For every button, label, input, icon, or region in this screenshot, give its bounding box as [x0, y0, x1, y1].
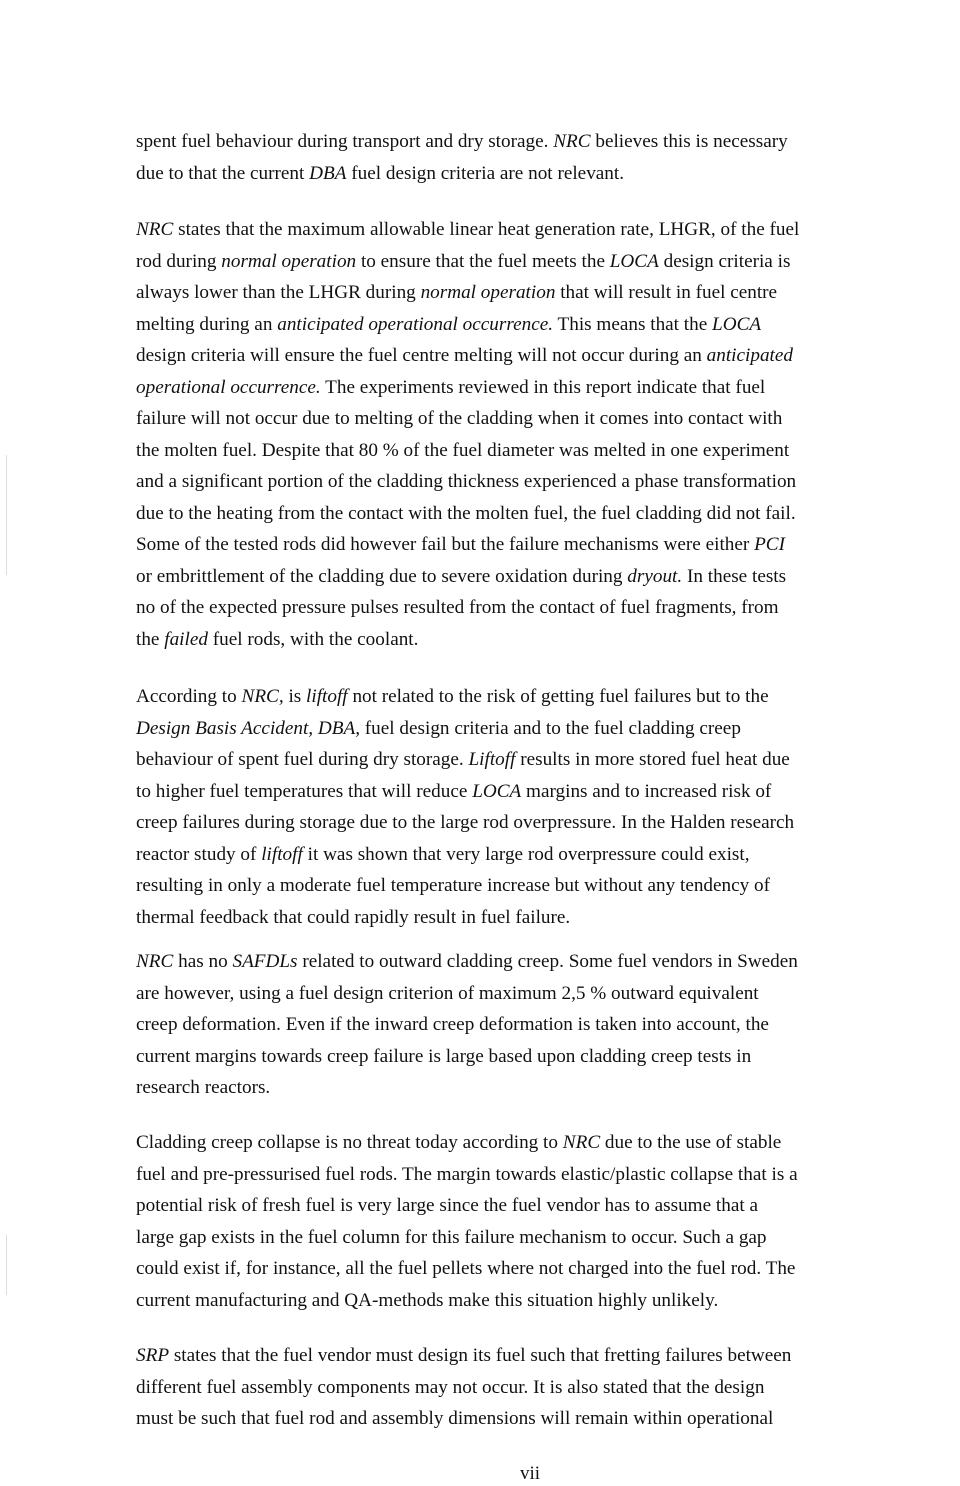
text-run: Cladding creep collapse is no threat today according to	[136, 1132, 563, 1153]
paragraph-2	[136, 214, 936, 655]
text-run: to ensure that the fuel meets the	[356, 250, 610, 272]
italic-term: NRC	[553, 131, 591, 152]
text-run: fuel design criteria are not relevant.	[346, 162, 625, 184]
italic-term: NRC	[136, 219, 174, 240]
text-line	[136, 466, 936, 498]
italic-term: NRC,	[241, 686, 284, 707]
page-number: vii	[519, 1463, 541, 1484]
italic-term: SRP	[136, 1345, 170, 1366]
italic-term: PCI	[754, 534, 785, 555]
italic-term: LOCA	[472, 780, 522, 802]
text-run: has no	[173, 951, 233, 972]
italic-term: LOCA	[712, 313, 762, 335]
text-run: design criteria will ensure the fuel centre melting will not occur during an	[136, 345, 707, 366]
text-run: due to the use of stable	[600, 1132, 782, 1153]
text-run: failure will not occur due to melting of the cladding when it comes into contact with	[136, 408, 783, 429]
text-run: the	[136, 628, 165, 650]
text-run: melting during an	[136, 313, 278, 335]
text-line	[136, 1159, 936, 1191]
text-line	[136, 529, 936, 561]
text-run: it was shown that very large rod overpressure could exist,	[302, 843, 750, 865]
text-run: or embrittlement of the cladding due to severe oxidation during	[136, 565, 628, 587]
text-run: believes this is necessary	[590, 131, 788, 152]
paragraph-4	[136, 946, 936, 1104]
italic-term: normal operation	[420, 282, 556, 303]
text-line	[136, 681, 936, 713]
text-run: rod during	[136, 250, 222, 272]
paragraph-1	[136, 126, 936, 189]
text-run: design criteria is	[658, 250, 791, 272]
text-run: that will result in fuel centre	[555, 282, 778, 303]
italic-term: Liftoff	[468, 749, 516, 770]
text-line	[136, 713, 936, 745]
text-run: According to	[136, 686, 242, 707]
text-line	[136, 870, 936, 902]
text-line	[136, 839, 936, 871]
italic-term: Design Basis Accident, DBA,	[136, 717, 360, 739]
text-run: due to the heating from the contact with the molten fuel, the fuel cladding did not fail.	[136, 502, 796, 524]
text-run: states that the maximum allowable linear heat generation rate, LHGR, of the fuel	[173, 219, 800, 240]
text-line	[136, 1253, 936, 1285]
italic-term: SAFDLs	[232, 951, 298, 972]
text-line	[136, 340, 936, 372]
text-line	[136, 946, 936, 978]
scan-margin-mark	[6, 455, 7, 575]
text-run: different fuel assembly components may not occur. It is also stated that the design	[136, 1376, 765, 1398]
text-run: not related to the risk of getting fuel failures but to the	[347, 686, 769, 707]
italic-term: liftoff	[306, 686, 348, 707]
text-line	[136, 403, 936, 435]
italic-term: normal operation	[221, 250, 357, 272]
text-line	[136, 214, 936, 246]
text-line	[136, 246, 936, 278]
text-run: could exist if, for instance, all the fuel pellets where not charged into the fuel rod. The	[136, 1258, 796, 1279]
italic-term: LOCA	[609, 250, 659, 272]
text-line	[136, 372, 936, 404]
italic-term: failed	[164, 628, 208, 650]
text-line	[136, 624, 936, 656]
text-line	[136, 1403, 936, 1435]
text-line	[136, 1009, 936, 1041]
text-run: research reactors.	[136, 1077, 271, 1098]
text-run: potential risk of fresh fuel is very large since the fuel vendor has to assume that a	[136, 1195, 758, 1216]
text-run: to higher fuel temperatures that will reduce	[136, 780, 473, 802]
italic-term: anticipated operational occurrence.	[277, 313, 554, 335]
text-run: Some of the tested rods did however fail but the failure mechanisms were either	[136, 534, 755, 555]
paragraph-6	[136, 1340, 936, 1435]
text-run: always lower than the LHGR during	[136, 282, 421, 303]
text-line	[136, 1372, 936, 1404]
text-line	[136, 158, 936, 190]
text-run: due to that the current	[136, 162, 310, 184]
text-run: creep failures during storage due to the large rod overpressure. In the Halden research	[136, 812, 795, 833]
text-run: fuel rods, with the coolant.	[207, 628, 419, 650]
text-run: results in more stored fuel heat due	[515, 749, 790, 770]
text-line	[136, 1222, 936, 1254]
text-line	[136, 1072, 936, 1104]
italic-term: liftoff	[261, 843, 303, 865]
text-line	[136, 902, 936, 934]
text-line	[136, 744, 936, 776]
text-run: no of the expected pressure pulses resulted from the contact of fuel fragments, from	[136, 597, 779, 618]
italic-term: NRC	[136, 951, 174, 972]
text-line	[136, 561, 936, 593]
text-run: the molten fuel. Despite that 80 % of the fuel diameter was melted in one experiment	[136, 439, 790, 461]
text-run: thermal feedback that could rapidly result in fuel failure.	[136, 906, 571, 928]
italic-term: anticipated	[706, 345, 793, 366]
text-run: must be such that fuel rod and assembly dimensions will remain within operational	[136, 1408, 774, 1429]
text-line	[136, 309, 936, 341]
text-run: and a significant portion of the cladding thickness experienced a phase transformation	[136, 471, 797, 492]
text-line	[136, 807, 936, 839]
text-run: behaviour of spent fuel during dry storage.	[136, 749, 469, 770]
text-run: The experiments reviewed in this report indicate that fuel	[320, 376, 766, 398]
text-run: fuel and pre-pressurised fuel rods. The margin towards elastic/plastic collapse that is a	[136, 1163, 798, 1185]
text-run: are however, using a fuel design criterion of maximum 2,5 % outward equivalent	[136, 982, 759, 1004]
text-run: current margins towards creep failure is large based upon cladding creep tests in	[136, 1045, 752, 1067]
scan-margin-mark	[6, 1235, 7, 1295]
text-line	[136, 1041, 936, 1073]
text-run: In these tests	[682, 565, 787, 587]
text-run: This means that the	[553, 313, 713, 335]
paragraph-5	[136, 1127, 936, 1316]
text-line	[136, 776, 936, 808]
text-run: reactor study of	[136, 843, 262, 865]
text-run: margins and to increased risk of	[521, 780, 772, 802]
text-line	[136, 1285, 936, 1317]
text-line	[136, 277, 936, 309]
italic-term: dryout.	[627, 565, 683, 587]
text-run: resulting in only a moderate fuel temperature increase but without any tendency of	[136, 875, 771, 896]
paragraph-3	[136, 681, 936, 933]
text-line	[136, 435, 936, 467]
text-line	[136, 126, 936, 158]
text-run: creep deformation. Even if the inward creep deformation is taken into account, the	[136, 1014, 769, 1035]
text-run: current manufacturing and QA-methods make this situation highly unlikely.	[136, 1289, 719, 1311]
text-line	[136, 1190, 936, 1222]
italic-term: NRC	[562, 1132, 601, 1153]
text-run: large gap exists in the fuel column for this failure mechanism to occur. Such a gap	[136, 1226, 767, 1248]
text-run: is	[283, 686, 307, 707]
text-run: states that the fuel vendor must design its fuel such that fretting failures between	[169, 1345, 792, 1366]
text-line	[136, 1127, 936, 1159]
text-run: related to outward cladding creep. Some fuel vendors in Sweden	[297, 951, 798, 972]
text-run: spent fuel behaviour during transport and dry storage.	[136, 131, 554, 152]
text-run: fuel design criteria and to the fuel cladding creep	[360, 717, 741, 739]
text-line	[136, 1340, 936, 1372]
italic-term: DBA	[309, 162, 347, 184]
italic-term: operational occurrence.	[136, 376, 321, 398]
text-line	[136, 498, 936, 530]
text-line	[136, 592, 936, 624]
text-line	[136, 978, 936, 1010]
